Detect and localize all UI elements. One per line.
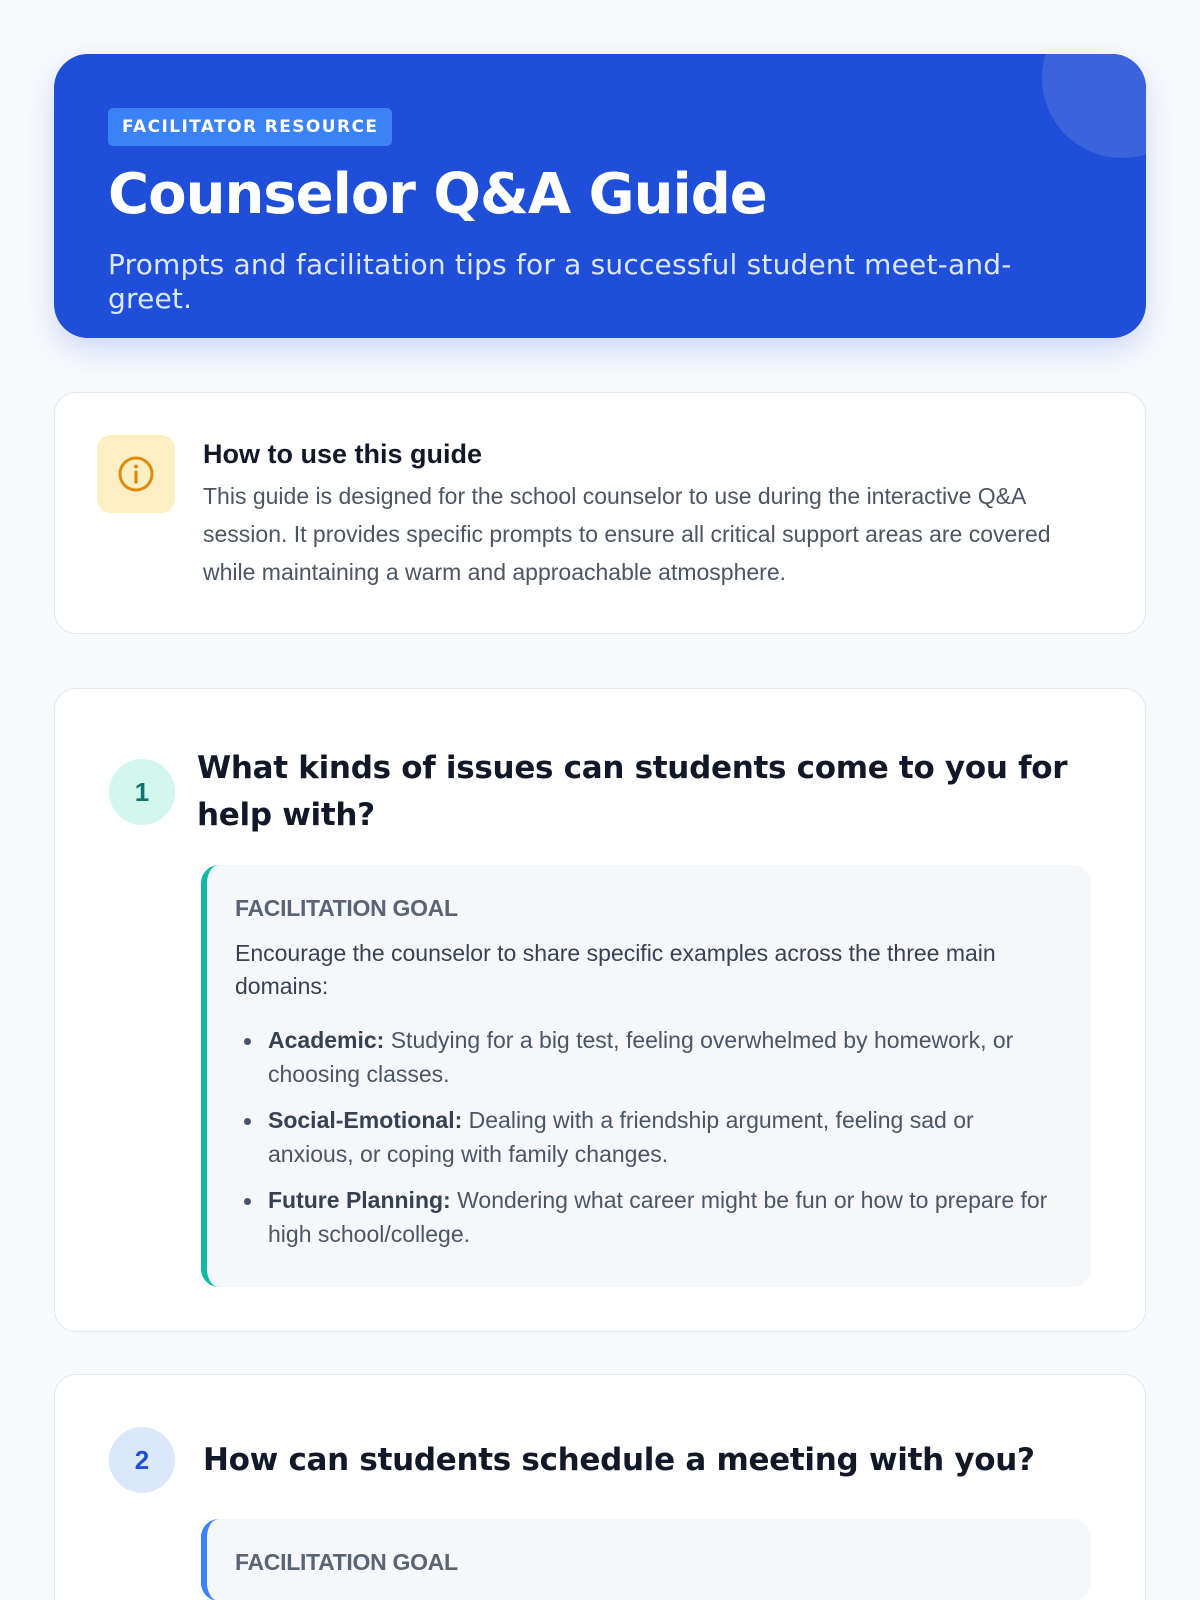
page-subtitle: Prompts and facilitation tips for a successful student meet-and-greet. (108, 248, 1012, 315)
info-icon (97, 435, 175, 513)
domain-list (235, 1023, 1061, 1251)
how-to-use-text (203, 435, 1105, 591)
domain-description: Wondering what career might be fun or how to prepare for high school/college. (268, 1187, 1048, 1247)
resource-badge: FACILITATOR RESOURCE (108, 108, 392, 146)
list-item (235, 1183, 1061, 1251)
question-title: How can students schedule a meeting with you? (203, 1441, 1035, 1478)
question-header (109, 1427, 1091, 1493)
facilitation-goal-box (201, 1519, 1091, 1600)
how-to-use-card (54, 392, 1146, 634)
facilitation-goal-intro: Encourage the counselor to share specific examples across the three main domains: (235, 940, 996, 999)
hero-decoration (1042, 54, 1146, 158)
list-item (235, 1103, 1061, 1171)
question-header (109, 745, 1091, 839)
list-item (235, 1023, 1061, 1091)
question-number-badge: 2 (109, 1427, 175, 1493)
facilitation-goal-label: FACILITATION GOAL (235, 895, 458, 921)
domain-term: Academic: (268, 1027, 385, 1053)
how-to-use-title: How to use this guide (203, 439, 483, 469)
facilitation-goal-box (201, 865, 1091, 1287)
question-card-1 (54, 688, 1146, 1332)
question-number-badge: 1 (109, 759, 175, 825)
domain-description: Dealing with a friendship argument, feeling sad or anxious, or coping with family changes. (268, 1107, 974, 1167)
facilitation-goal-label: FACILITATION GOAL (235, 1549, 458, 1575)
page-title: Counselor Q&A Guide (108, 162, 767, 227)
question-title: What kinds of issues can students come to you for help with? (197, 750, 1068, 833)
domain-term: Social-Emotional: (268, 1107, 463, 1133)
domain-description: Studying for a big test, feeling overwhelmed by homework, or choosing classes. (268, 1027, 1014, 1087)
question-card-2 (54, 1374, 1146, 1600)
hero-header (54, 54, 1146, 338)
domain-term: Future Planning: (268, 1187, 451, 1213)
how-to-use-body: This guide is designed for the school counselor to use during the interactive Q&A session. It provides specific prompts to ensure all critical support areas are covered while maintaining a warm and approachable atmosphere. (203, 483, 1051, 585)
